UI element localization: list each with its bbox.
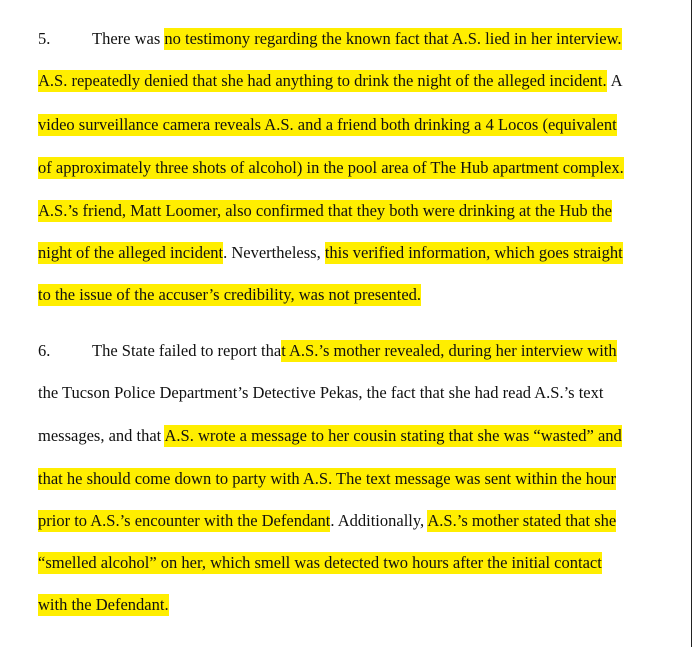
highlighted-text: this verified information, which goes straight — [324, 243, 623, 262]
paragraph-number: 6. — [38, 341, 51, 360]
paragraph-6-line-7 — [38, 594, 169, 616]
paragraph-6-line-1 — [38, 340, 617, 362]
text-run: messages, and that — [38, 426, 165, 445]
paragraph-6-line-4 — [38, 468, 616, 490]
paragraph-5-line-5 — [38, 200, 612, 222]
highlighted-text: t A.S.’s mother revealed, during her interview with — [281, 341, 617, 360]
highlighted-text: night of the alleged incident — [38, 243, 224, 262]
text-run: There was — [92, 29, 165, 48]
paragraph-6-line-5 — [38, 510, 616, 532]
highlighted-text: of approximately three shots of alcohol) in the pool area of The Hub apartment complex. — [38, 158, 624, 177]
paragraph-number: 5. — [38, 29, 51, 48]
text-run: the Tucson Police Department’s Detective Pekas, the fact that she had read A.S.’s text — [38, 383, 604, 402]
paragraph-5-line-2 — [38, 70, 623, 92]
paragraph-6-line-3 — [38, 425, 622, 447]
highlighted-text: A.S.’s mother stated that she — [427, 511, 617, 530]
paragraph-5-line-4 — [38, 157, 624, 179]
highlighted-text: with the Defendant. — [38, 595, 169, 614]
highlighted-text: “smelled alcohol” on her, which smell was detected two hours after the initial contact — [38, 553, 602, 572]
highlighted-text: that he should come down to party with A.S. The text message was sent within the hour — [38, 469, 617, 488]
highlighted-text: A.S.’s friend, Matt Loomer, also confirmed that they both were drinking at the Hub the — [38, 201, 612, 220]
paragraph-6-line-2 — [38, 382, 603, 404]
text-run: . Additionally, — [330, 511, 428, 530]
paragraph-5-line-1 — [38, 28, 622, 50]
highlighted-text: A.S. wrote a message to her cousin stating that she was “wasted” and — [164, 426, 622, 445]
highlighted-text: to the issue of the accuser’s credibility, was not presented. — [38, 285, 422, 304]
text-run: The State failed to report tha — [92, 341, 282, 360]
highlighted-text: prior to A.S.’s encounter with the Defendant — [38, 511, 331, 530]
highlighted-text: video surveillance camera reveals A.S. and a friend both drinking a 4 Locos (equivalent — [38, 115, 617, 134]
paragraph-5-line-7 — [38, 284, 421, 306]
paragraph-5-line-6 — [38, 242, 623, 264]
text-run: A — [610, 71, 623, 90]
paragraph-6-line-6 — [38, 552, 602, 574]
text-run: . Nevertheless, — [223, 243, 325, 262]
paragraph-5-line-3 — [38, 114, 617, 136]
highlighted-text: no testimony regarding the known fact that A.S. lied in her interview. — [164, 29, 622, 48]
highlighted-text: A.S. repeatedly denied that she had anything to drink the night of the alleged incident. — [38, 71, 607, 90]
